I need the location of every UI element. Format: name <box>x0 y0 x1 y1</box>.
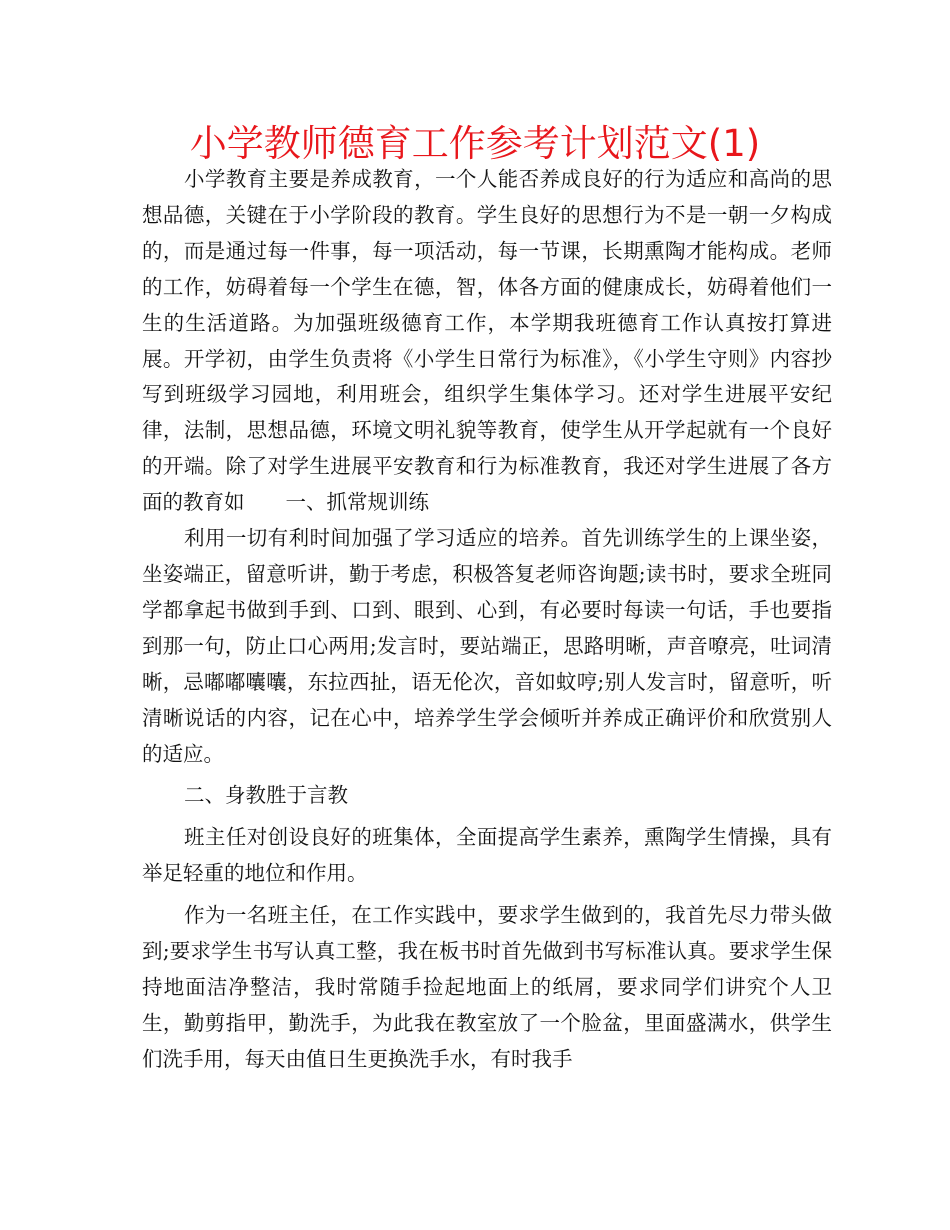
paragraph-routine-training: 利用一切有利时间加强了学习适应的培养。首先训练学生的上课坐姿，坐姿端正，留意听讲，勤于考虑，积极答复老师咨询题;读书时，要求全班同学都拿起书做到手到、口到、眼到、心到，有必要时每读一句话，手也要指到那一句，防止口心两用;发言时，要站端正，思路明晰，声音嘹亮，吐词清晰，忌嘟嘟囔囔，东拉西扯，语无伦次，音如蚊哼;别人发言时，留意听，听清晰说话的内容，记在心中，培养学生学会倾听并养成正确评价和欣赏别人的适应。 <box>142 526 832 766</box>
paragraph-intro: 小学教育主要是养成教育，一个人能否养成良好的行为适应和高尚的思想品德，关键在于小学阶段的教育。学生良好的思想行为不是一朝一夕构成的，而是通过每一件事，每一项活动，每一节课，长期熏陶才能构成。老师的工作，妨碍着每一个学生在德，智，体各方面的健康成长，妨碍着他们一生的生活道路。为加强班级德育工作，本学期我班德育工作认真按打算进展。开学初，由学生负责将《小学生日常行为标准》，《小学生守则》内容抄写到班级学习园地，利用班会，组织学生集体学习。还对学生进展平安纪律，法制，思想品德，环境文明礼貌等教育，使学生从开学起就有一个良好的开端。除了对学生进展平安教育和行为标准教育，我还对学生进展了各方面的教育如 一、抓常规训练 <box>142 167 832 515</box>
section-heading-lead-by-example: 二、身教胜于言教 <box>184 783 348 808</box>
document-title: 小学教师德育工作参考计划范文(1) <box>189 122 761 165</box>
document-body <box>142 162 832 1078</box>
paragraph-practice: 作为一名班主任，在工作实践中，要求学生做到的，我首先尽力带头做到;要求学生书写认真工整，我在板书时首先做到书写标准认真。要求学生保持地面洁净整洁，我时常随手捡起地面上的纸屑，要求同学们讲究个人卫生，勤剪指甲，勤洗手，为此我在教室放了一个脸盆，里面盛满水，供学生们洗手用，每天由值日生更换洗手水，有时我手 <box>142 903 832 1071</box>
paragraph-head-teacher-role: 班主任对创设良好的班集体，全面提高学生素养，熏陶学生情操，具有举足轻重的地位和作用。 <box>142 825 832 886</box>
